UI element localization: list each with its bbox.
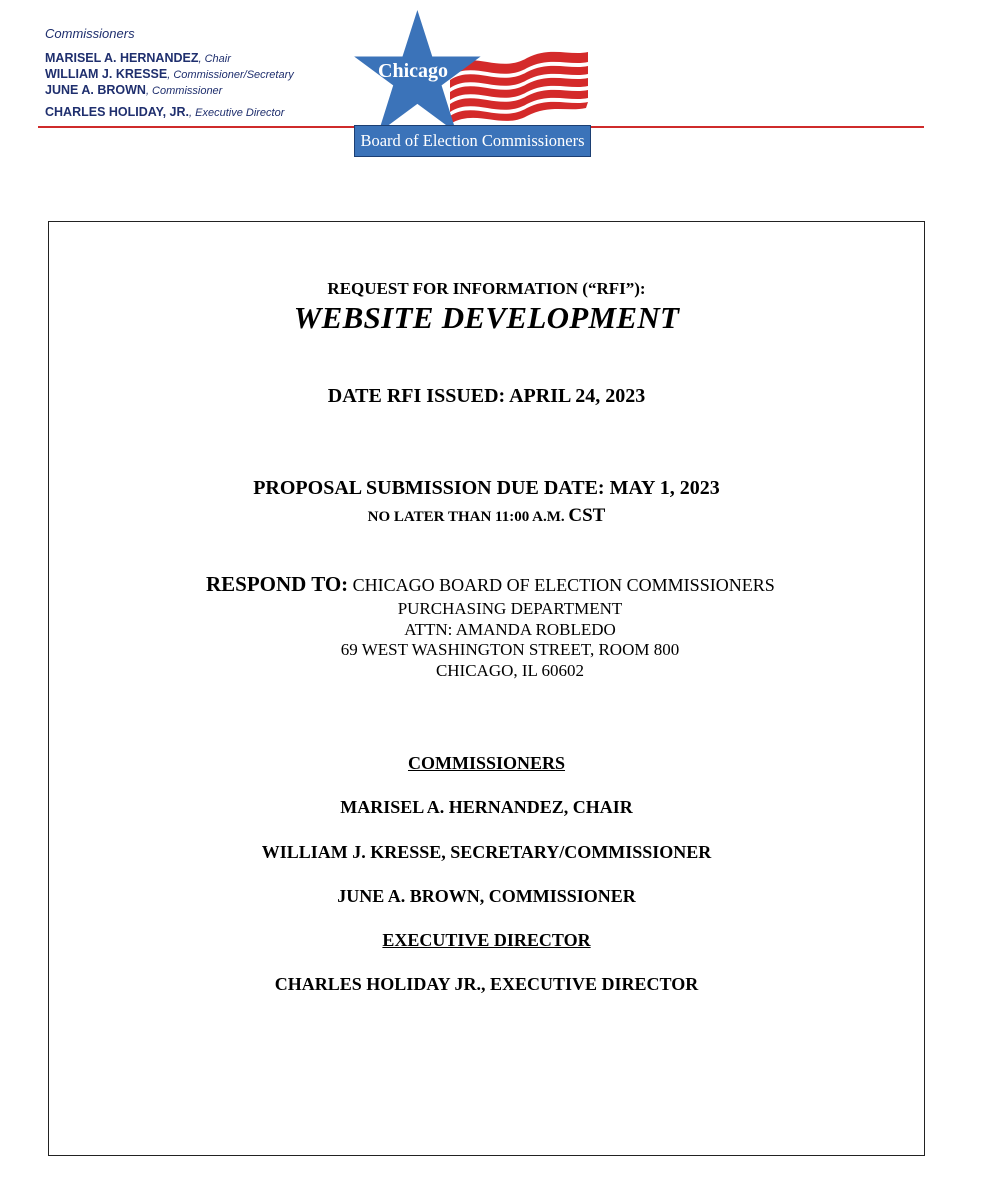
mailing-address (282, 599, 738, 681)
letterhead-commissioners (45, 26, 375, 121)
address-line: CHICAGO, IL 60602 (435, 660, 585, 680)
member-name: MARISEL A. HERNANDEZ (45, 51, 199, 65)
logo-banner: Board of Election Commissioners (354, 125, 591, 157)
logo-city: Chicago (378, 60, 448, 82)
member-role: , Chair (198, 53, 231, 65)
commissioner-entry: MARISEL A. HERNANDEZ, CHAIR (340, 797, 633, 817)
member-name: WILLIAM J. KRESSE (45, 67, 168, 81)
rfi-cover-box (48, 221, 925, 1156)
address-line: ATTN: AMANDA ROBLEDO (404, 619, 616, 639)
director-role: , Executive Director (189, 107, 285, 119)
executive-director-heading: EXECUTIVE DIRECTOR (382, 930, 591, 950)
respond-label: RESPOND TO: (206, 572, 349, 596)
letterhead-member (45, 83, 375, 99)
board-logo (352, 8, 602, 154)
commissioner-entry: JUNE A. BROWN, COMMISSIONER (337, 886, 636, 906)
letterhead-label: Commissioners (45, 26, 135, 41)
letterhead-director (45, 105, 375, 121)
due-time-zone: CST (568, 505, 606, 526)
rfi-title: WEBSITE DEVELOPMENT (293, 300, 680, 335)
member-role: , Commissioner/Secretary (167, 69, 294, 81)
address-line: 69 WEST WASHINGTON STREET, ROOM 800 (340, 640, 680, 659)
rfi-heading: REQUEST FOR INFORMATION (“RFI”): (327, 279, 646, 298)
respond-to (206, 574, 775, 595)
member-name: JUNE A. BROWN (45, 83, 146, 97)
member-role: , Commissioner (145, 85, 223, 97)
address-line: PURCHASING DEPARTMENT (397, 599, 623, 618)
letterhead-member (45, 67, 375, 83)
respond-organization: CHICAGO BOARD OF ELECTION COMMISSIONERS (352, 575, 775, 595)
due-time-text: NO LATER THAN 11:00 A.M. (367, 509, 565, 525)
issue-date: DATE RFI ISSUED: APRIL 24, 2023 (327, 385, 646, 407)
due-date: PROPOSAL SUBMISSION DUE DATE: MAY 1, 2023 (253, 477, 720, 499)
commissioner-entry: WILLIAM J. KRESSE, SECRETARY/COMMISSIONER (261, 842, 712, 862)
executive-director-entry: CHARLES HOLIDAY JR., EXECUTIVE DIRECTOR (274, 974, 699, 994)
director-name: CHARLES HOLIDAY, JR. (45, 105, 190, 119)
due-time (49, 505, 924, 527)
commissioners-heading: COMMISSIONERS (407, 753, 566, 773)
letterhead-member (45, 51, 375, 67)
